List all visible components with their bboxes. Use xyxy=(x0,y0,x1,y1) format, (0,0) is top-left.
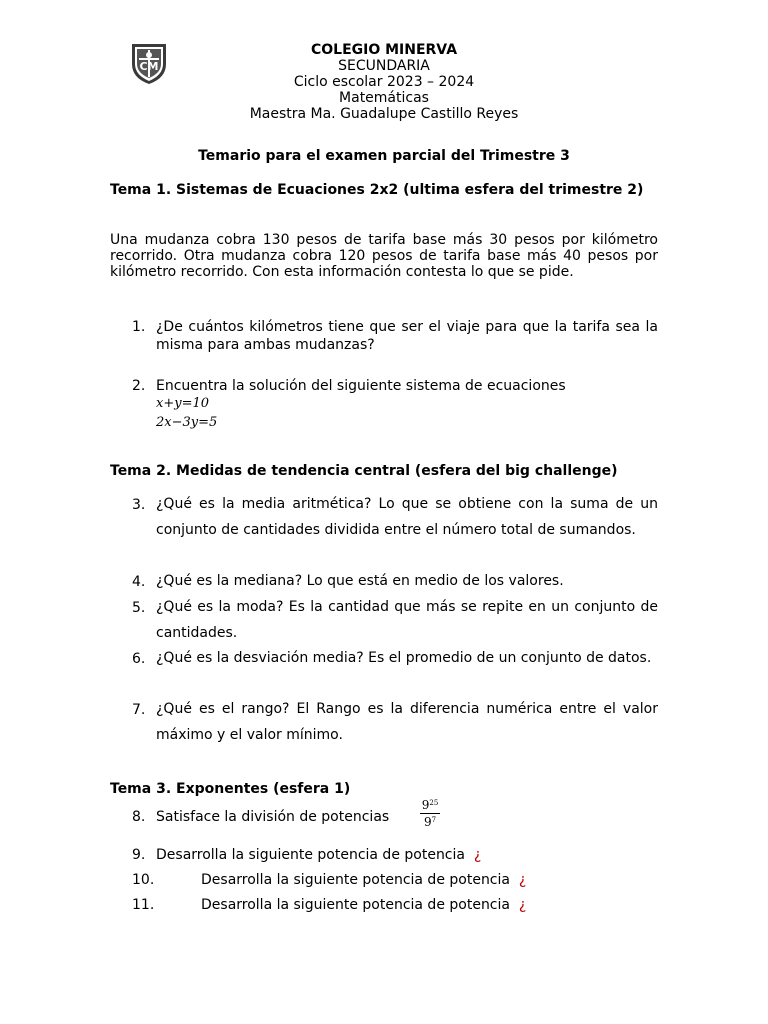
tema2-heading: Tema 2. Medidas de tendencia central (esfera del big challenge) xyxy=(110,463,618,479)
item-number: 2. xyxy=(132,378,146,394)
equation: 2x−3y=5 xyxy=(156,415,218,430)
list-item: Satisface la división de potencias xyxy=(156,809,390,825)
item-number: 8. xyxy=(132,809,146,825)
placeholder-mark: ¿ xyxy=(473,847,482,863)
list-item: ¿Qué es el rango? El Rango es la diferencia numérica entre el valor máximo y el valor mínimo. xyxy=(156,701,658,743)
power-fraction: $9^{25}$ $9^7$ xyxy=(421,798,439,829)
document-title: Temario para el examen parcial del Trimestre 3 xyxy=(198,148,570,164)
list-item: Encuentra la solución del siguiente sistema de ecuaciones xyxy=(156,378,566,394)
list-item: ¿De cuántos kilómetros tiene que ser el viaje para que la tarifa sea la misma para ambas mudanzas? xyxy=(156,319,658,353)
tema1-heading: Tema 1. Sistemas de Ecuaciones 2x2 (ultima esfera del trimestre 2) xyxy=(110,182,644,198)
school-level: SECUNDARIA xyxy=(338,58,430,74)
item-number: 5. xyxy=(132,600,146,616)
school-name: COLEGIO MINERVA xyxy=(310,42,458,58)
item-number: 3. xyxy=(132,497,146,513)
list-item: ¿Qué es la media aritmética? Lo que se obtiene con la suma de un conjunto de cantidades dividida entre el número total de sumandos. xyxy=(156,496,658,538)
school-cycle: Ciclo escolar 2023 – 2024 xyxy=(293,74,475,90)
document-header xyxy=(110,42,658,122)
placeholder-mark: ¿ xyxy=(518,897,527,913)
svg-text:CM: CM xyxy=(139,60,159,73)
item-number: 10. xyxy=(132,872,155,888)
tema3-heading: Tema 3. Exponentes (esfera 1) xyxy=(110,781,351,797)
tema1-paragraph: Una mudanza cobra 130 pesos de tarifa base más 30 pesos por kilómetro recorrido. Otra mudanza cobra 120 pesos de tarifa base más 40 pesos por kilómetro recorrido. Con esta información contesta lo que se pide. xyxy=(110,232,658,280)
item-number: 7. xyxy=(132,702,146,718)
list-item: Desarrolla la siguiente potencia de potencia ¿ xyxy=(201,872,527,888)
list-item: ¿Qué es la moda? Es la cantidad que más se repite en un conjunto de cantidades. xyxy=(156,599,658,641)
item-number: 11. xyxy=(132,897,155,913)
teacher-name: Maestra Ma. Guadalupe Castillo Reyes xyxy=(249,106,519,122)
equation: x+y=10 xyxy=(156,396,210,411)
placeholder-mark: ¿ xyxy=(518,872,527,888)
subject-name: Matemáticas xyxy=(339,90,429,106)
item-number: 6. xyxy=(132,651,146,667)
item-number: 4. xyxy=(132,574,146,590)
item-number: 9. xyxy=(132,847,146,863)
list-item: ¿Qué es la desviación media? Es el promedio de un conjunto de datos. xyxy=(156,650,652,666)
list-item: ¿Qué es la mediana? Lo que está en medio de los valores. xyxy=(156,573,564,589)
item-number: 1. xyxy=(132,319,146,335)
list-item: Desarrolla la siguiente potencia de potencia ¿ xyxy=(156,847,482,863)
list-item: Desarrolla la siguiente potencia de potencia ¿ xyxy=(201,897,527,913)
